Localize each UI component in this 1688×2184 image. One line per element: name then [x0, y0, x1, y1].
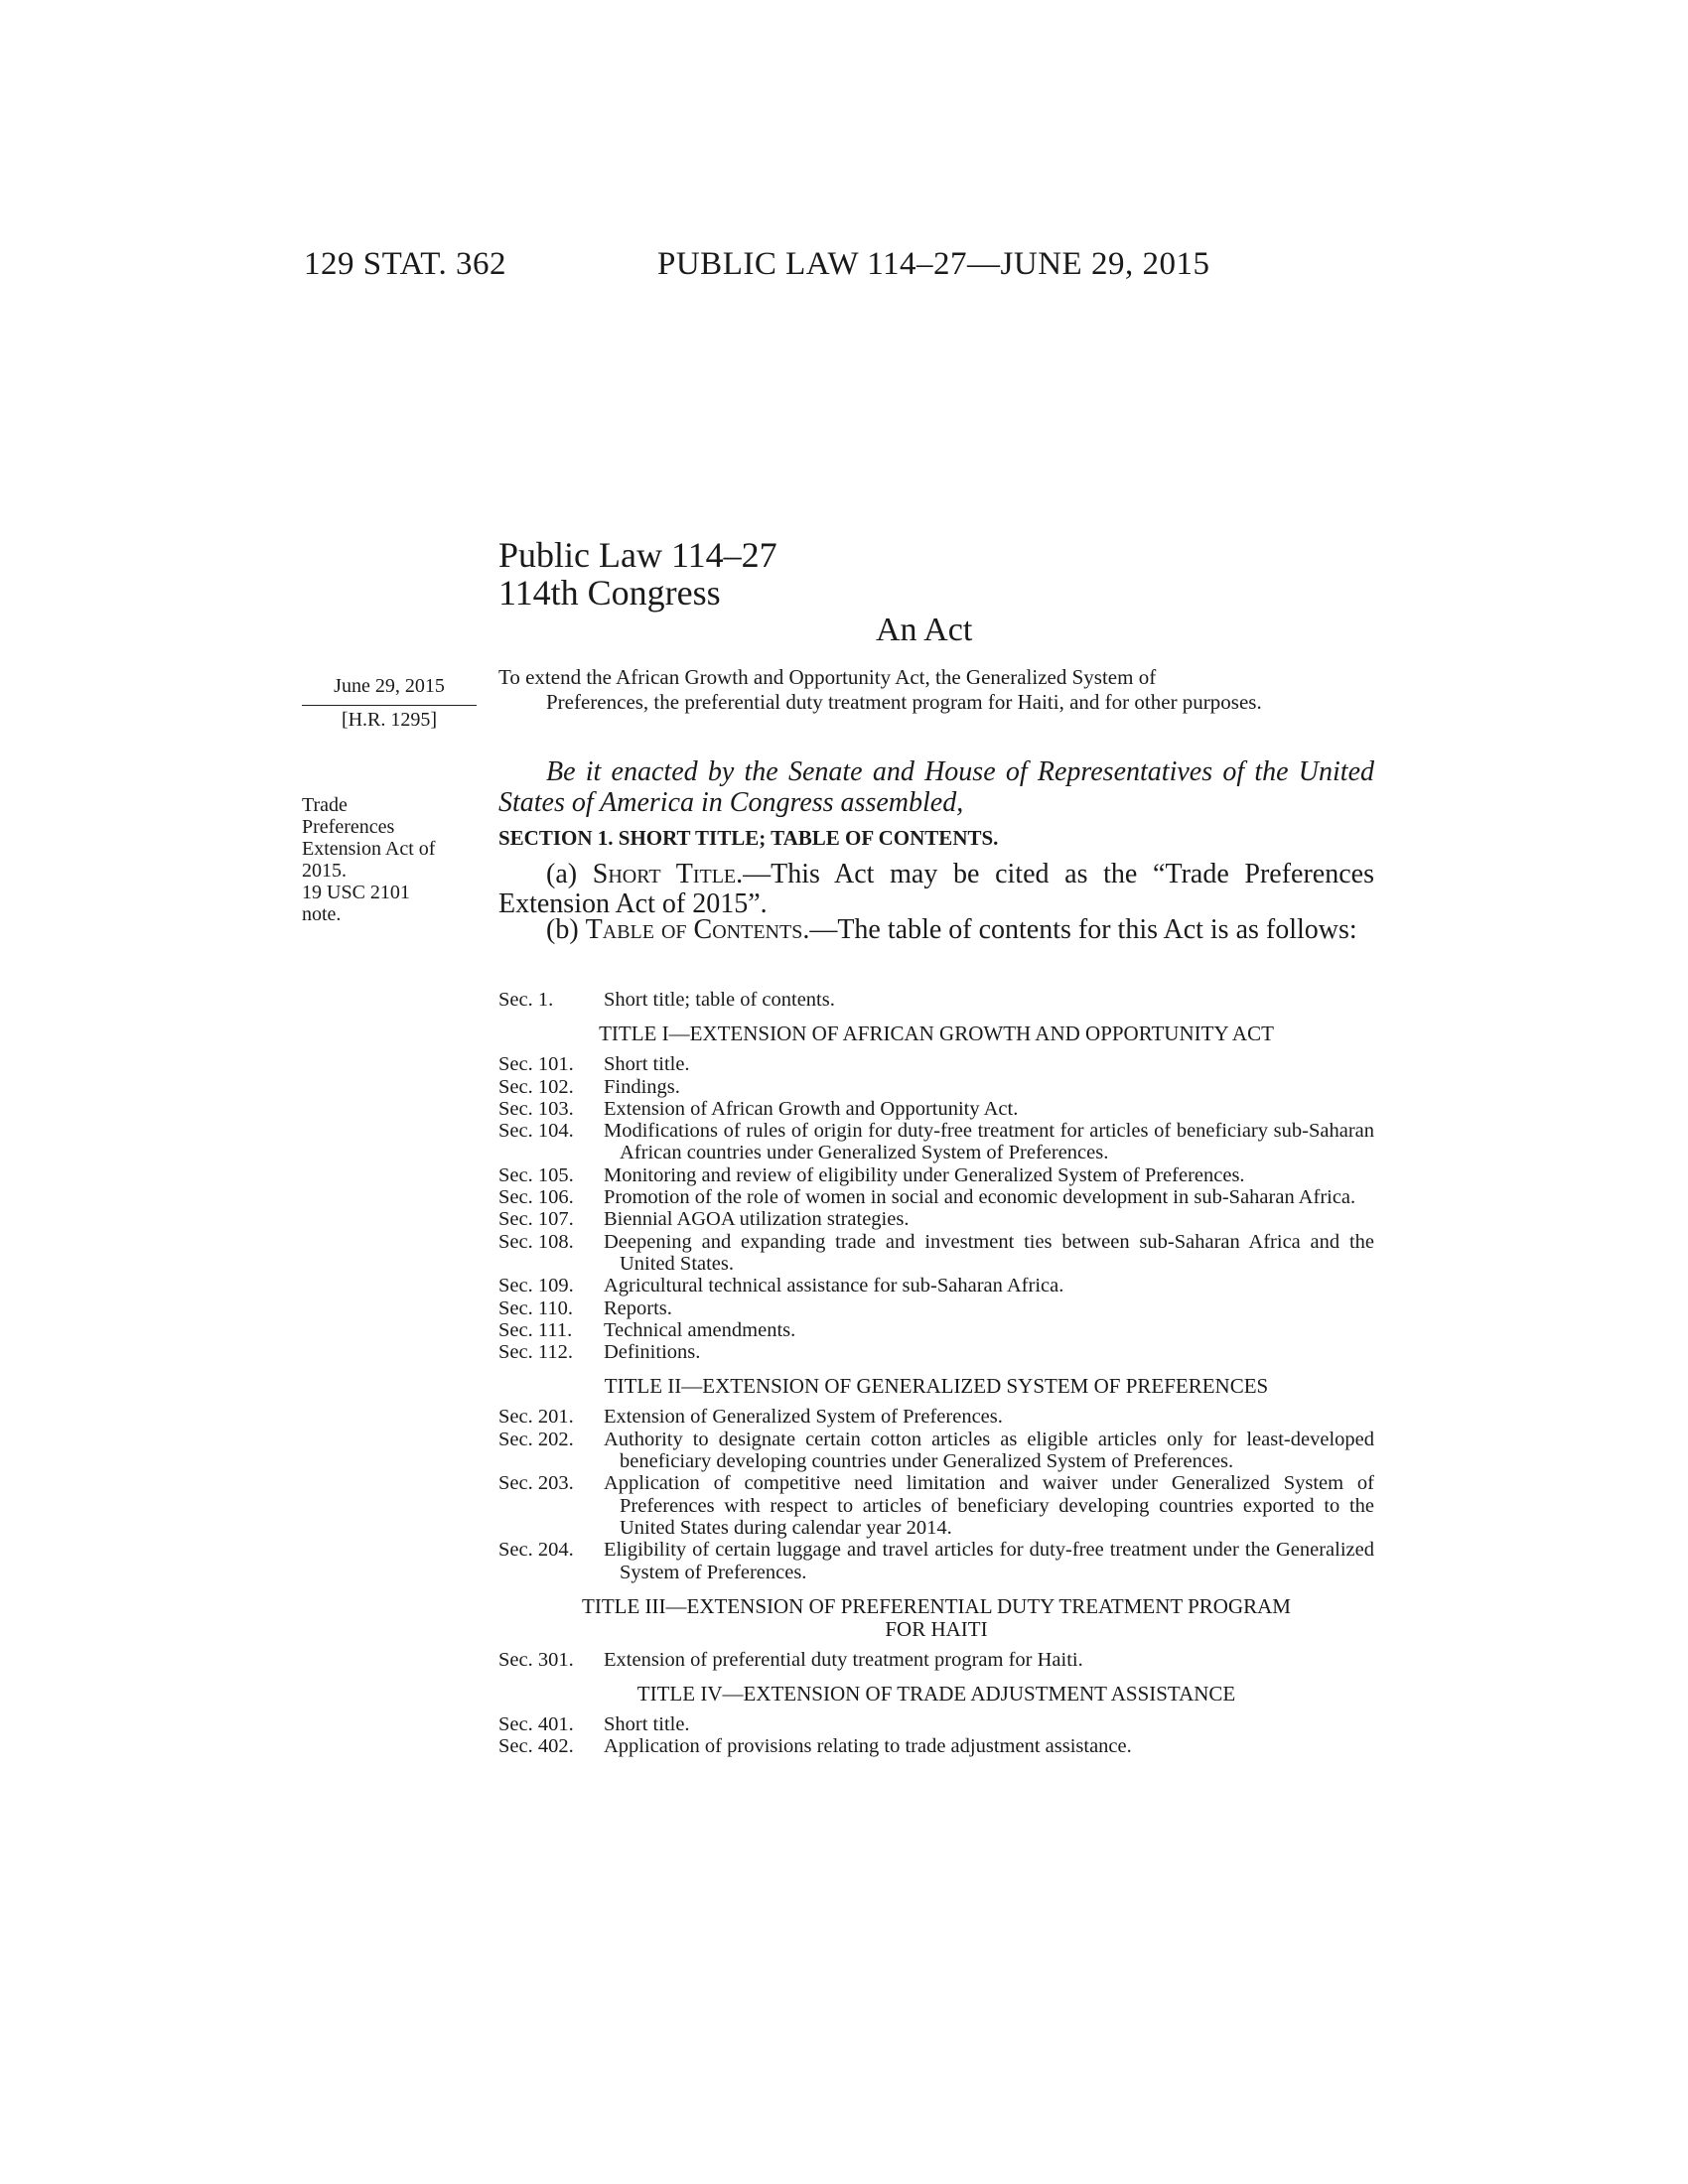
toc-title-i: TITLE I—EXTENSION OF AFRICAN GROWTH AND OPPORTUNITY ACT: [599, 1022, 1274, 1046]
toc-section-title: Short title; table of contents.: [604, 989, 835, 1011]
toc-section-number: Sec. 204.: [498, 1539, 574, 1562]
toc-title-iii-line2: FOR HAITI: [885, 1616, 988, 1641]
enactment-date: June 29, 2015: [334, 675, 445, 697]
toc-item: [498, 1341, 1374, 1363]
para-a-label: (a): [546, 859, 593, 889]
toc-item: [498, 1120, 1374, 1164]
para-a-heading: Short Title: [592, 859, 737, 889]
toc-item: [498, 1319, 1374, 1341]
toc-section-title: Promotion of the role of women in social and economic development in sub-Saharan Africa.: [604, 1186, 1356, 1209]
toc-item: [498, 1076, 1374, 1098]
toc-section-title: Agricultural technical assistance for sub-Saharan Africa.: [604, 1275, 1064, 1297]
purpose-line1: To extend the African Growth and Opportunity Act, the Generalized System of: [498, 665, 1157, 689]
toc-section-number: Sec. 111.: [498, 1318, 573, 1341]
enacting-clause: [498, 756, 1374, 818]
toc-section-title: Extension of African Growth and Opportunity Act.: [604, 1097, 1019, 1120]
toc-section-title: Technical amendments.: [604, 1318, 796, 1341]
toc-section-title: Application of competitive need limitation and waiver under Generalized System of Preferences with respect to articles of beneficiary developing countries exported to the United States during calendar year 2014.: [604, 1472, 1374, 1539]
toc-title-iii: [498, 1595, 1374, 1641]
paragraph-b: [498, 915, 1374, 945]
toc-section-number: Sec. 402.: [498, 1735, 574, 1758]
toc-section-title: Monitoring and review of eligibility under Generalized System of Preferences.: [604, 1163, 1245, 1186]
toc-item: [498, 1406, 1374, 1428]
para-b-text: .—The table of contents for this Act is as follows:: [802, 914, 1357, 945]
toc-section-number: Sec. 105.: [498, 1163, 574, 1186]
toc-title-iv: TITLE IV—EXTENSION OF TRADE ADJUSTMENT ASSISTANCE: [636, 1682, 1236, 1706]
toc-item: [498, 1186, 1374, 1208]
para-b-heading: Table of Contents: [585, 914, 803, 945]
sidenote-line: note.: [302, 903, 342, 925]
toc-section-title: Definitions.: [604, 1341, 701, 1364]
toc-item: [498, 1275, 1374, 1297]
para-b-label: (b): [546, 914, 586, 945]
toc-section-number: Sec. 112.: [498, 1341, 573, 1364]
toc-item: [498, 1053, 1374, 1075]
toc-item: [498, 1539, 1374, 1583]
toc-item: [498, 1208, 1374, 1230]
sidenote-line: 19 USC 2101: [302, 882, 410, 903]
toc-title-iii-items: [498, 1649, 1374, 1671]
toc-section-title: Deepening and expanding trade and investment ties between sub-Saharan Africa and the United States.: [604, 1230, 1374, 1275]
toc-title-iv-items: [498, 1713, 1374, 1758]
toc-section-title: Extension of preferential duty treatment program for Haiti.: [604, 1648, 1083, 1671]
toc-section-title: Extension of Generalized System of Preferences.: [604, 1406, 1003, 1429]
section-1-heading: SECTION 1. SHORT TITLE; TABLE OF CONTENTS.: [498, 826, 999, 850]
congress-label: 114th Congress: [498, 573, 721, 613]
enacting-clause-text: Be it enacted by the Senate and House of Representatives of the United States of America in Congress assembled,: [498, 756, 1374, 818]
para-a-text: .—This Act may be cited as the “Trade Preferences Extension Act of 2015”.: [498, 859, 1374, 919]
table-of-contents: [498, 989, 1374, 1758]
toc-section-title: Eligibility of certain luggage and travel articles for duty-free treatment under the Generalized System of Preferences.: [604, 1539, 1374, 1583]
toc-section-title: Reports.: [604, 1297, 672, 1319]
toc-item: [498, 1429, 1374, 1473]
act-purpose: [498, 665, 1374, 715]
toc-section-number: Sec. 104.: [498, 1120, 574, 1143]
law-title: Public Law 114–27: [498, 535, 777, 575]
stat-page-number: 129 STAT. 362: [304, 246, 507, 282]
toc-section-title: Short title.: [604, 1713, 690, 1736]
toc-section-number: Sec. 107.: [498, 1208, 574, 1231]
toc-section-number: Sec. 110.: [498, 1297, 573, 1319]
bill-number: [H.R. 1295]: [341, 709, 438, 731]
toc-section-number: Sec. 106.: [498, 1186, 574, 1209]
toc-title-iii-line1: TITLE III—EXTENSION OF PREFERENTIAL DUTY TREATMENT PROGRAM: [582, 1593, 1291, 1618]
toc-item: [498, 1713, 1374, 1735]
sidenote-line: 2015.: [302, 860, 347, 882]
sidenote-line: Trade: [302, 794, 348, 816]
toc-item: [498, 1098, 1374, 1120]
toc-item: [498, 1649, 1374, 1671]
toc-section-title: Application of provisions relating to trade adjustment assistance.: [604, 1735, 1132, 1758]
toc-section-title: Authority to designate certain cotton articles as eligible articles only for least-developed beneficiary developing countries under Generalized System of Preferences.: [604, 1428, 1374, 1473]
toc-title-i-items: [498, 1053, 1374, 1363]
toc-item: [498, 1297, 1374, 1319]
toc-section-number: Sec. 301.: [498, 1648, 574, 1671]
toc-title-ii-items: [498, 1406, 1374, 1582]
toc-title-ii: TITLE II—EXTENSION OF GENERALIZED SYSTEM OF PREFERENCES: [604, 1374, 1269, 1399]
toc-section-number: Sec. 101.: [498, 1053, 574, 1076]
paragraph-a: [498, 860, 1374, 919]
toc-section-number: Sec. 108.: [498, 1230, 574, 1253]
toc-section-number: Sec. 109.: [498, 1275, 574, 1297]
toc-section-number: Sec. 103.: [498, 1097, 574, 1120]
toc-section-title: Findings.: [604, 1075, 680, 1098]
toc-section-number: Sec. 1.: [498, 989, 554, 1011]
toc-section-title: Biennial AGOA utilization strategies.: [604, 1208, 910, 1231]
toc-section-number: Sec. 401.: [498, 1713, 574, 1736]
an-act-heading: An Act: [876, 612, 973, 648]
toc-item: [498, 1231, 1374, 1276]
toc-section-number: Sec. 201.: [498, 1406, 574, 1429]
toc-section-title: Modifications of rules of origin for duty-free treatment for articles of beneficiary sub-Saharan African countries under Generalized System of Preferences.: [604, 1120, 1374, 1164]
toc-item: [498, 1472, 1374, 1539]
sidenote-line: Preferences: [302, 816, 395, 838]
toc-item: [498, 1735, 1374, 1757]
margin-sidenote: [302, 794, 477, 925]
running-title: PUBLIC LAW 114–27—JUNE 29, 2015: [657, 246, 1210, 282]
sidenote-line: Extension Act of: [302, 838, 436, 860]
purpose-rest: Preferences, the preferential duty treatment program for Haiti, and for other purposes.: [546, 690, 1262, 714]
margin-divider: [302, 705, 477, 706]
toc-section-number: Sec. 102.: [498, 1075, 574, 1098]
toc-section-number: Sec. 203.: [498, 1472, 574, 1495]
toc-item: [498, 1164, 1374, 1186]
toc-section-title: Short title.: [604, 1053, 690, 1076]
toc-section-number: Sec. 202.: [498, 1428, 574, 1450]
toc-item: [498, 989, 1374, 1011]
